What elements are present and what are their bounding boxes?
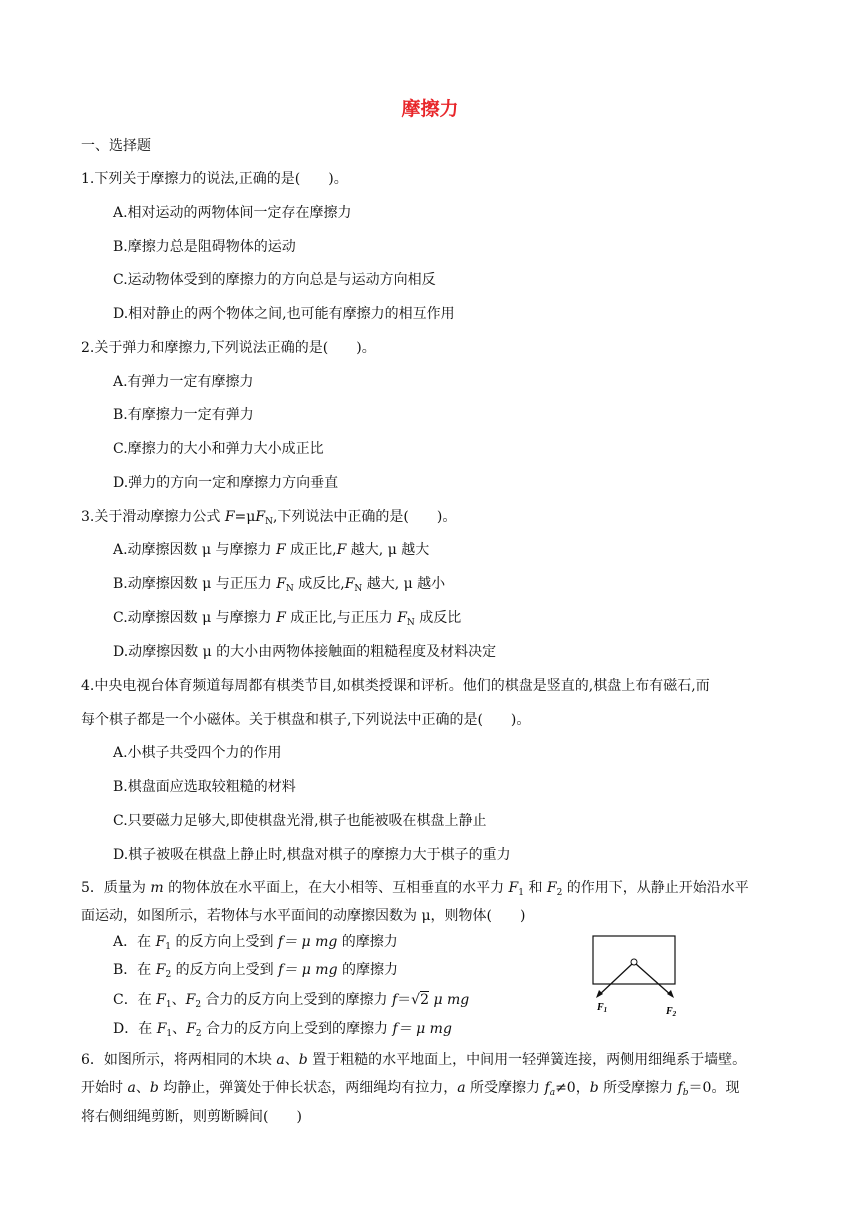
question-1-option-a: A.相对运动的两物体间一定存在摩擦力 xyxy=(113,205,352,221)
question-5-option-b: B．在 $F_2$ 的反方向上受到 f＝ μ mg 的摩擦力 xyxy=(113,962,398,980)
question-5-option-d: D．在 $F_1$、$F_2$ 合力的反方向上受到的摩擦力 f＝ μ mg xyxy=(113,1021,452,1039)
sqrt-symbol: √2 xyxy=(411,992,430,1008)
question-1-option-b: B.摩擦力总是阻碍物体的运动 xyxy=(113,239,296,255)
force-f1-arrowhead xyxy=(596,990,603,998)
question-2-option-d: D.弹力的方向一定和摩擦力方向垂直 xyxy=(113,475,339,491)
section-heading: 一、选择题 xyxy=(81,138,151,154)
question-6-line-2: 开始时 a、b 均静止，弹簧处于伸长状态，两细绳均有拉力，a 所受摩擦力 $f_a\ne 0$，b 所受摩擦力 $f_b=0$。现 xyxy=(81,1080,740,1098)
question-6-line-1: 6．如图所示，将两相同的木块 a、b 置于粗糙的水平地面上，中间用一轻弹簧连接，两侧用细绳系于墙壁。 xyxy=(81,1052,747,1068)
question-4-option-a: A.小棋子共受四个力的作用 xyxy=(113,745,282,761)
question-3-stem: 3.关于滑动摩擦力公式 $F=\mu F_N$,下列说法中正确的是( )。 xyxy=(81,509,457,527)
question-1-option-c: C.运动物体受到的摩擦力的方向总是与运动方向相反 xyxy=(113,272,436,288)
question-2-option-b: B.有摩擦力一定有弹力 xyxy=(113,407,254,423)
label-f2: $F_2$ xyxy=(666,1006,677,1018)
question-1-option-d: D.相对静止的两个物体之间,也可能有摩擦力的相互作用 xyxy=(113,306,455,322)
force-diagram xyxy=(588,934,684,1018)
question-3-option-a: A.动摩擦因数 μ 与摩擦力 F 成正比,F 越大, μ 越大 xyxy=(113,542,430,558)
question-5-stem-line-2: 面运动，如图所示，若物体与水平面间的动摩擦因数为 μ，则物体( ) xyxy=(81,908,526,924)
question-4-option-d: D.棋子被吸在棋盘上静止时,棋盘对棋子的摩擦力大于棋子的重力 xyxy=(113,847,511,863)
question-3-option-c: C.动摩擦因数 μ 与摩擦力 F 成正比,与正压力 $F_N$ 成反比 xyxy=(113,610,462,628)
question-1-stem: 1.下列关于摩擦力的说法,正确的是( )。 xyxy=(81,171,348,187)
question-4-option-c: C.只要磁力足够大,即使棋盘光滑,棋子也能被吸在棋盘上静止 xyxy=(113,813,487,829)
question-2-stem: 2.关于弹力和摩擦力,下列说法正确的是( )。 xyxy=(81,340,376,356)
label-f1: $F_1$ xyxy=(597,1002,608,1014)
page-title: 摩擦力 xyxy=(401,98,459,120)
question-4-option-b: B.棋盘面应选取较粗糙的材料 xyxy=(113,779,296,795)
force-f1-arrow xyxy=(598,964,632,996)
question-3-option-d: D.动摩擦因数 μ 的大小由两物体接触面的粗糙程度及材料决定 xyxy=(113,644,497,660)
question-4-stem-line-2: 每个棋子都是一个小磁体。关于棋盘和棋子,下列说法中正确的是( )。 xyxy=(81,712,531,728)
question-5-option-a: A．在 $F_1$ 的反方向上受到 f＝ μ mg 的摩擦力 xyxy=(113,934,398,952)
question-3-option-b: B.动摩擦因数 μ 与正压力 $F_N$ 成反比$,F_N$ 越大, μ 越小 xyxy=(113,576,446,594)
question-6-line-3: 将右侧细绳剪断，则剪断瞬间( ) xyxy=(81,1109,302,1125)
question-2-option-c: C.摩擦力的大小和弹力大小成正比 xyxy=(113,441,324,457)
question-5-stem-line-1: 5．质量为 m 的物体放在水平面上，在大小相等、互相垂直的水平力 $F_1$ 和 $F_2$ 的作用下，从静止开始沿水平 xyxy=(81,880,749,898)
force-f2-arrow xyxy=(636,964,672,996)
question-2-option-a: A.有弹力一定有摩擦力 xyxy=(113,374,254,390)
force-f2-arrowhead xyxy=(667,990,674,998)
question-4-stem-line-1: 4.中央电视台体育频道每周都有棋类节目,如棋类授课和评析。他们的棋盘是竖直的,棋盘上布有磁石,而 xyxy=(81,678,710,694)
question-5-option-c: C．在 $F_1$、$F_2$ 合力的反方向上受到的摩擦力 f＝√2 μ mg xyxy=(113,992,470,1010)
